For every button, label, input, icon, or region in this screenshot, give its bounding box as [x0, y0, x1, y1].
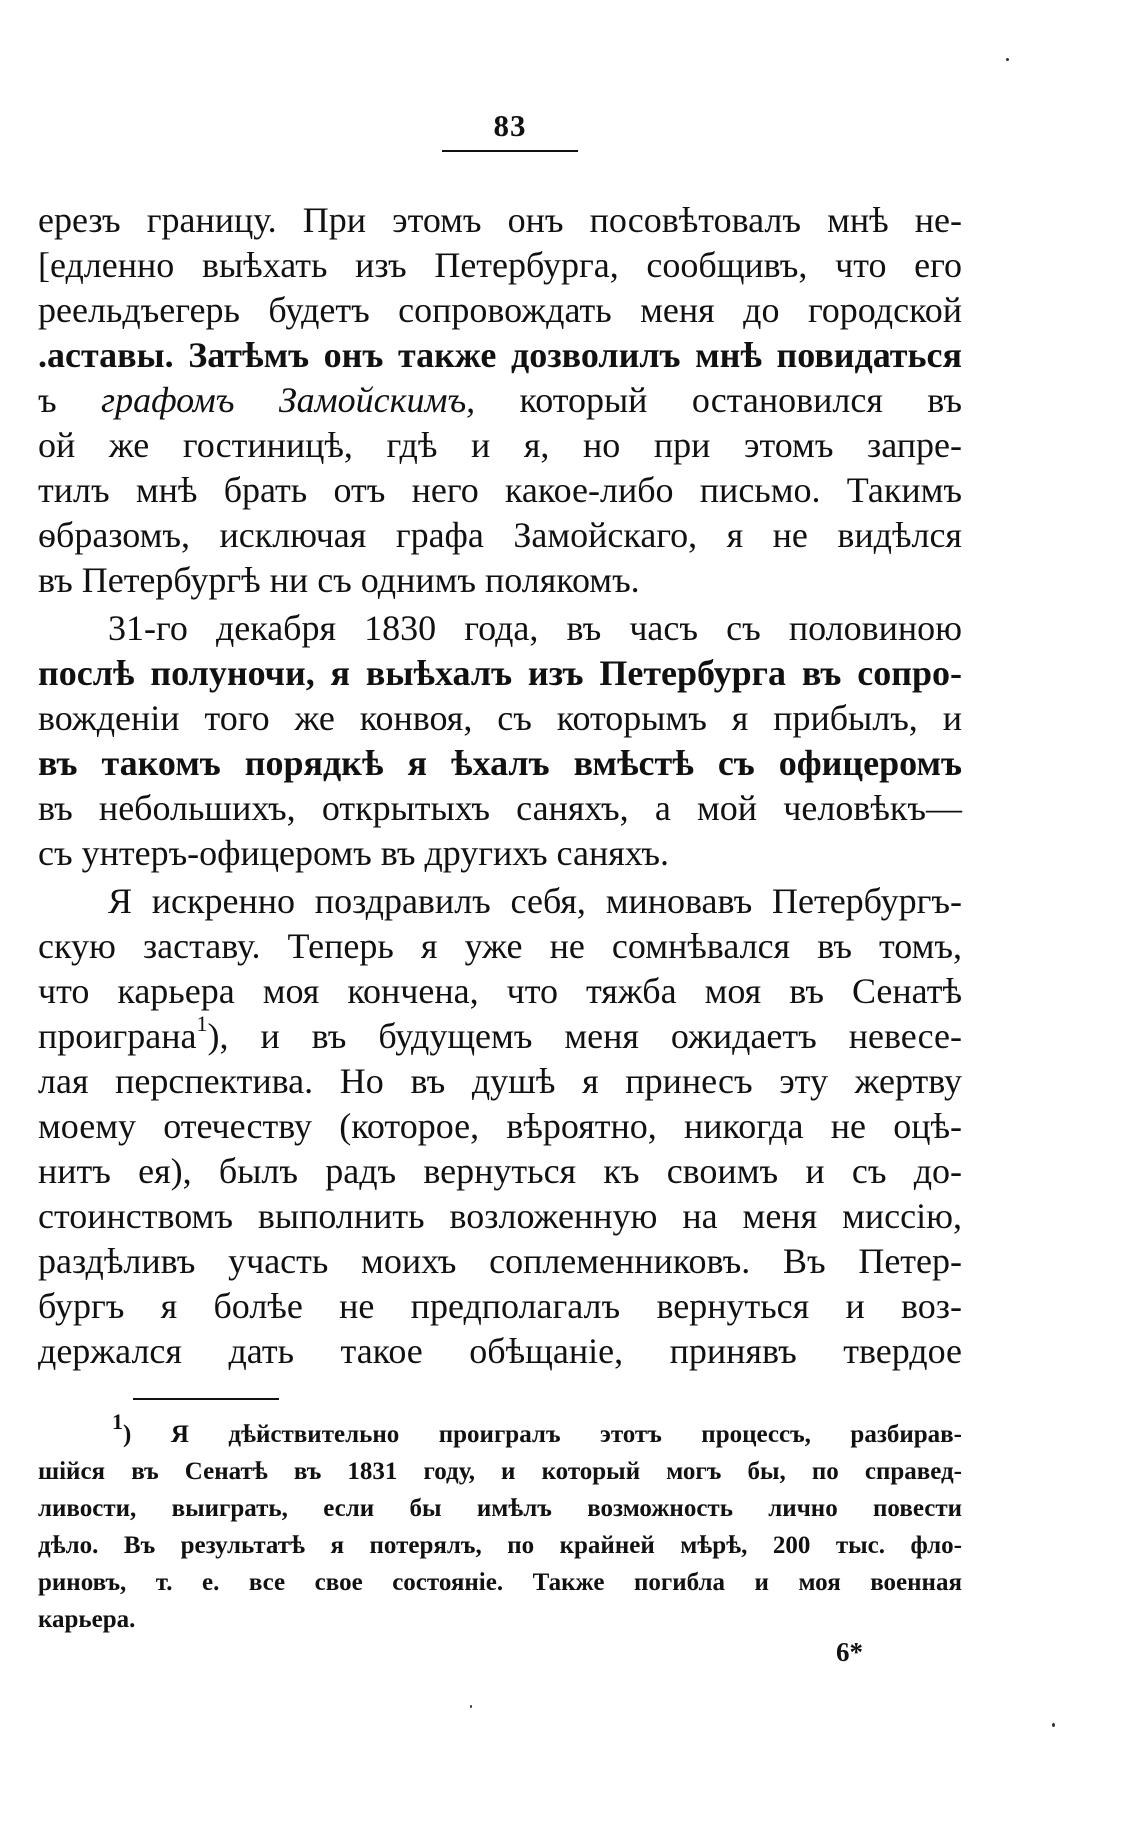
- text-line: что карьера моя кончена, что тяжба моя въ Сенатѣ: [38, 971, 962, 1011]
- text-line: 31-го декабря 1830 года, въ часъ съ половиною: [108, 608, 962, 648]
- text-line: въ небольшихъ, открытыхъ саняхъ, а мой человѣкъ—: [38, 788, 962, 828]
- footnote-line: дѣло. Въ результатѣ я потерялъ, по крайней мѣрѣ, 200 тыс. фло-: [38, 1532, 962, 1559]
- text-line: бургъ я болѣе не предполагалъ вернуться и воз-: [38, 1286, 962, 1326]
- text-line: съ унтеръ-офицеромъ въ другихъ саняхъ.: [38, 833, 670, 873]
- text-line: стоинствомъ выполнить возложенную на меня миссію,: [38, 1196, 962, 1236]
- text-line: моему отечеству (которое, вѣроятно, никогда не оцѣ-: [38, 1106, 962, 1146]
- italic-name: графомъ Замойскимъ,: [101, 380, 476, 420]
- text-line: тилъ мнѣ брать отъ него какое-либо письмо. Такимъ: [38, 470, 962, 510]
- scan-speck: [1052, 1723, 1055, 1727]
- text-line: ѳбразомъ, исключая графа Замойскаго, я не видѣлся: [38, 515, 962, 555]
- text-line: лая перспектива. Но въ душѣ я принесъ эту жертву: [38, 1061, 962, 1101]
- text-line: послѣ полуночи, я выѣхалъ изъ Петербурга въ сопро-: [38, 653, 962, 693]
- text-fragment: ), и въ будущемъ меня ожидаетъ невесе-: [207, 1016, 962, 1056]
- text-line: нитъ ея), былъ радъ вернуться къ своимъ и съ до-: [38, 1151, 962, 1191]
- footnote-rule: [133, 1398, 279, 1400]
- footnote-marker: 1: [112, 1408, 123, 1434]
- scan-speck: [470, 1705, 472, 1708]
- text-line: вожденіи того же конвоя, съ которымъ я прибылъ, и: [38, 698, 962, 738]
- text-line: ой же гостиницѣ, гдѣ и я, но при этомъ запре-: [38, 425, 962, 465]
- footnote-line: риновъ, т. е. все свое состояніе. Также погибла и моя военная: [38, 1569, 962, 1596]
- text-line: скую заставу. Теперь я уже не сомнѣвался въ томъ,: [38, 926, 962, 966]
- header-rule: [442, 150, 578, 152]
- footnote-text: ) Я дѣйствительно проигралъ этотъ процессъ, разбирав-: [123, 1421, 962, 1448]
- text-line: въ такомъ порядкѣ я ѣхалъ вмѣстѣ съ офицеромъ: [38, 743, 962, 783]
- signature-mark: 6*: [836, 1637, 863, 1667]
- text-fragment: проиграна: [38, 1016, 197, 1056]
- text-fragment: ъ: [38, 380, 57, 420]
- text-line: раздѣливъ участь моихъ соплеменниковъ. Въ Петер-: [38, 1241, 962, 1281]
- text-line: реельдъегерь будетъ сопровождать меня до городской: [38, 290, 962, 330]
- text-line: ерезъ границу. При этомъ онъ посовѣтовалъ мнѣ не-: [38, 200, 962, 240]
- footnote-line: шійся въ Сенатѣ въ 1831 году, и который могъ бы, по справед-: [38, 1458, 962, 1485]
- footnote-ref: 1: [196, 1011, 208, 1036]
- text-line: Я искренно поздравилъ себя, миновавъ Петербургъ-: [108, 881, 962, 921]
- text-line: [едленно выѣхать изъ Петербурга, сообщивъ, что его: [38, 245, 962, 285]
- text-fragment: который остановился въ: [519, 380, 963, 420]
- page-number: 83: [493, 108, 527, 143]
- text-line: въ Петербургѣ ни съ однимъ полякомъ.: [38, 560, 640, 600]
- footnote-line: карьера.: [38, 1606, 136, 1633]
- text-line: [38, 1013, 962, 1059]
- text-line: держался дать такое обѣщаніе, принявъ твердое: [38, 1331, 962, 1371]
- text-line: [38, 377, 962, 423]
- footnote-line: [112, 1408, 962, 1453]
- scan-speck: [1006, 58, 1009, 61]
- text-line: .аставы. Затѣмъ онъ также дозволилъ мнѣ повидаться: [38, 335, 962, 375]
- footnote-line: ливости, выиграть, если бы имѣлъ возможность лично повести: [38, 1495, 962, 1522]
